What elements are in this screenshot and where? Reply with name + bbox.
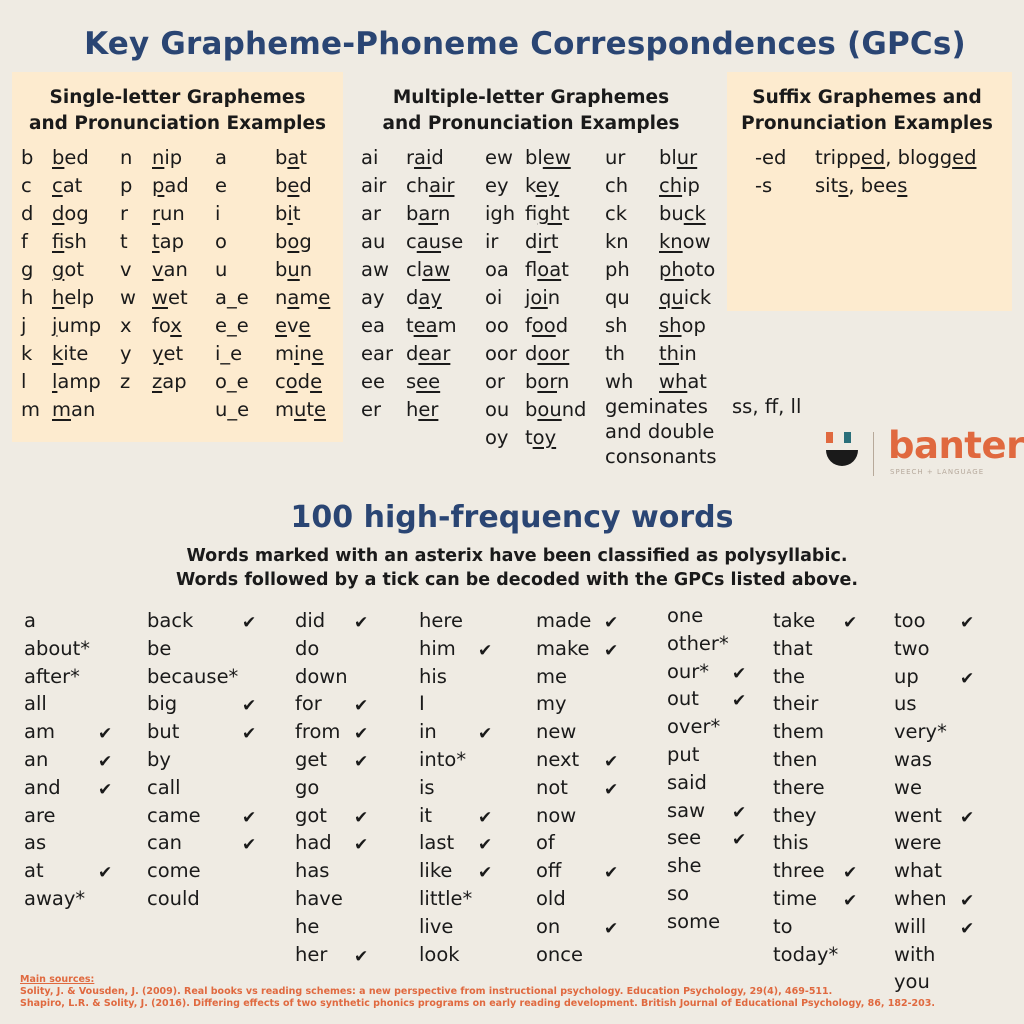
hf-word: the (773, 664, 806, 688)
hf-word: was (894, 748, 933, 771)
hf-word: got (295, 803, 327, 827)
hf-word: of (536, 831, 555, 855)
hf-word: that (773, 636, 813, 660)
hf-word: at (24, 859, 44, 883)
grapheme: a (215, 146, 227, 169)
tick-icon: ✔ (98, 779, 113, 800)
hf-word: not (536, 775, 568, 799)
example-word: fox (152, 314, 182, 337)
grapheme: c (21, 174, 32, 197)
grapheme: wh (605, 370, 634, 393)
tick-icon: ✔ (960, 891, 975, 911)
tick-icon: ✔ (604, 752, 619, 772)
hf-word: you (894, 970, 930, 994)
tick-icon: ✔ (242, 613, 257, 633)
hf-word: put (667, 743, 700, 766)
grapheme: ir (485, 230, 499, 253)
hf-word: on (536, 914, 561, 938)
hf-word: big (147, 692, 178, 716)
hf-word: her (295, 942, 328, 966)
hf-word: time (773, 887, 818, 910)
grapheme: ar (361, 202, 381, 225)
grapheme: ee (361, 370, 385, 393)
hf-word: my (536, 692, 567, 716)
hf-word: one (667, 604, 704, 627)
tick-icon: ✔ (732, 691, 747, 712)
grapheme: i_e (215, 342, 243, 365)
hf-word: back (147, 609, 194, 632)
grapheme: oy (485, 426, 509, 449)
grapheme: qu (605, 286, 630, 309)
tick-icon: ✔ (354, 752, 369, 772)
hf-word: into* (419, 748, 467, 771)
example-word: bound (525, 398, 587, 421)
grapheme: o_e (215, 370, 249, 393)
example-word: man (52, 398, 96, 421)
example-word: mute (275, 398, 327, 421)
grapheme: d (21, 202, 34, 225)
hf-word: make (536, 636, 590, 660)
example-word: chip (659, 174, 700, 197)
tick-icon: ✔ (604, 863, 619, 884)
grapheme: th (605, 342, 626, 365)
example-word: pad (152, 174, 189, 197)
hf-word: they (773, 803, 817, 827)
hf-subtitle-1: Words marked with an asterix have been classified as polysyllabic. (186, 546, 848, 566)
hf-word: here (419, 609, 463, 632)
hf-word: all (24, 692, 47, 716)
hf-word: I (419, 692, 425, 716)
hf-word: three (773, 859, 825, 883)
hf-word: she (667, 854, 702, 878)
grapheme: igh (485, 202, 516, 225)
example-word: raid (406, 146, 444, 169)
example-word: mine (275, 342, 324, 365)
example-word: toy (525, 426, 557, 449)
example-word: bed (275, 174, 312, 197)
hf-word: there (773, 775, 825, 799)
example-word: key (525, 174, 560, 197)
grapheme: ai (361, 146, 379, 169)
grapheme: l (21, 370, 27, 393)
hf-word: go (295, 775, 320, 799)
example-word: her (406, 398, 439, 421)
grapheme: w (120, 286, 136, 309)
hf-word: then (773, 748, 818, 771)
tick-icon: ✔ (354, 946, 369, 967)
hf-word: could (147, 887, 200, 910)
grapheme: e (215, 174, 227, 197)
hf-word: did (295, 609, 326, 632)
geminates-examples: ss, ff, ll (732, 395, 802, 418)
example-word: bat (275, 146, 307, 169)
tick-icon: ✔ (354, 835, 369, 856)
grapheme: sh (605, 314, 628, 337)
tick-icon: ✔ (242, 696, 257, 717)
hf-word: we (894, 775, 922, 799)
example-word: nip (152, 146, 183, 169)
hf-word: our* (667, 659, 710, 683)
hf-word: will (894, 914, 927, 938)
example-word: door (525, 342, 570, 365)
example-word: dear (406, 342, 451, 365)
sources: Main sources: Solity, J. & Vousden, J. (2009). Real books vs reading schemes: a new perspective from instructional psychology. Education Psychology, 29(4), 469-511. Shapiro, L.R. & Solity, J. (2016). Differing effects of two synthetic phonics programs on early reading development. British Journal of Educational Psychology, 86, 182-203. (20, 974, 935, 1009)
example-word: sits, bees (815, 174, 908, 197)
hf-title: 100 high-frequency words (290, 500, 734, 535)
example-word: see (406, 370, 441, 393)
grapheme: er (361, 398, 382, 421)
tick-icon: ✔ (98, 752, 113, 772)
tick-icon: ✔ (960, 613, 975, 633)
grapheme: m (21, 398, 40, 421)
banter-logo-icon (824, 430, 860, 478)
hf-word: do (295, 636, 320, 660)
grapheme: oi (485, 286, 503, 309)
hf-word: saw (667, 798, 706, 822)
grapheme: h (21, 286, 34, 309)
example-word: barn (406, 202, 451, 225)
hf-word: were (894, 831, 942, 855)
hf-word: but (147, 720, 180, 744)
grapheme: y (120, 342, 132, 365)
hf-word: look (419, 942, 460, 966)
hf-word: came (147, 803, 201, 827)
example-word: jump (52, 314, 102, 337)
example-word: team (406, 314, 457, 337)
tick-icon: ✔ (478, 724, 493, 745)
example-word: what (659, 370, 707, 393)
example-word: dirt (525, 230, 559, 253)
hf-word: now (536, 803, 577, 827)
tick-icon: ✔ (242, 724, 257, 745)
grapheme: x (120, 314, 132, 337)
example-word: kite (52, 342, 89, 365)
logo-divider (873, 432, 874, 476)
hf-word: have (295, 887, 343, 910)
example-word: shop (659, 314, 706, 337)
example-word: dog (52, 202, 89, 225)
hf-word: call (147, 775, 181, 799)
example-word: lamp (52, 370, 101, 393)
hf-word: me (536, 664, 567, 688)
tick-icon: ✔ (478, 835, 493, 856)
hf-word: this (773, 831, 809, 855)
hf-word: he (295, 914, 320, 938)
hf-word: so (667, 882, 690, 905)
grapheme: ur (605, 146, 626, 169)
hf-word: because* (147, 664, 239, 688)
hf-word: what (894, 859, 942, 883)
grapheme: ea (361, 314, 385, 337)
hf-word: are (24, 803, 56, 827)
grapheme: ear (361, 342, 393, 365)
banter-logo-text: banter (888, 424, 1024, 467)
suffix-heading: Suffix Graphemes and Pronunciation Examples (741, 87, 993, 134)
tick-icon: ✔ (960, 807, 975, 828)
hf-word: from (295, 720, 341, 744)
example-word: tap (152, 230, 184, 253)
grapheme: ay (361, 286, 385, 309)
grapheme: oa (485, 258, 509, 281)
tick-icon: ✔ (843, 613, 858, 633)
hf-word: for (295, 692, 322, 716)
grapheme: ou (485, 398, 510, 421)
tick-icon: ✔ (604, 613, 619, 633)
hf-word: too (894, 609, 926, 632)
tick-icon: ✔ (960, 918, 975, 939)
example-word: thin (659, 342, 697, 365)
grapheme: v (120, 258, 132, 281)
grapheme: g (21, 258, 34, 281)
example-word: bun (275, 258, 313, 281)
example-word: photo (659, 258, 716, 281)
tick-icon: ✔ (98, 863, 113, 884)
grapheme: air (361, 174, 387, 197)
multi-letter-heading: Multiple-letter Graphemes and Pronunciation Examples (382, 87, 680, 134)
hf-word: up (894, 664, 919, 688)
hf-word: it (419, 803, 433, 827)
grapheme: k (21, 342, 33, 365)
tick-icon: ✔ (732, 802, 747, 823)
example-word: code (275, 370, 323, 393)
grapheme: n (120, 146, 133, 169)
hf-word: away* (24, 887, 86, 910)
hf-word: new (536, 720, 577, 744)
example-word: bit (275, 202, 301, 225)
hf-word: is (419, 775, 435, 799)
example-word: claw (406, 258, 451, 281)
hf-word: about* (24, 636, 91, 660)
hf-word: today* (773, 942, 839, 966)
tick-icon: ✔ (960, 668, 975, 689)
example-word: tripped, blogged (815, 146, 977, 169)
hf-word: his (419, 664, 447, 688)
example-word: wet (152, 286, 188, 309)
grapheme: ew (485, 146, 513, 169)
hf-word: had (295, 831, 332, 855)
grapheme: aw (361, 258, 389, 281)
hf-word: by (147, 748, 171, 771)
example-word: know (659, 230, 711, 253)
example-word: fight (525, 202, 570, 225)
tick-icon: ✔ (354, 724, 369, 745)
tick-icon: ✔ (604, 918, 619, 939)
example-word: got (52, 258, 84, 281)
hf-word: get (295, 748, 328, 771)
hf-word: some (667, 909, 721, 933)
tick-icon: ✔ (732, 830, 747, 851)
grapheme: or (485, 370, 505, 393)
hf-word: their (773, 692, 819, 716)
grapheme: p (120, 174, 133, 197)
example-word: blur (659, 146, 698, 169)
example-word: fish (52, 230, 87, 253)
grapheme: t (120, 230, 128, 253)
example-word: bed (52, 146, 89, 169)
grapheme: a_e (215, 286, 249, 309)
example-word: cat (52, 174, 83, 197)
tick-icon: ✔ (604, 640, 619, 661)
tick-icon: ✔ (242, 807, 257, 828)
example-word: food (525, 314, 569, 337)
example-word: name (275, 286, 331, 309)
hf-word: out (667, 687, 699, 711)
hf-word: other* (667, 631, 729, 655)
example-word: zap (152, 370, 187, 393)
example-word: bog (275, 230, 312, 253)
hf-word: very* (894, 720, 947, 744)
grapheme: j (21, 314, 27, 337)
hf-word: an (24, 748, 49, 771)
hf-word: once (536, 942, 584, 966)
example-word: day (406, 286, 442, 309)
tick-icon: ✔ (478, 807, 493, 828)
hf-word: has (295, 859, 330, 883)
hf-word: take (773, 609, 816, 632)
banter-logo-tagline: SPEECH + LANGUAGE (890, 468, 985, 476)
tick-icon: ✔ (478, 640, 493, 661)
hf-word: two (894, 636, 930, 660)
grapheme: oor (485, 342, 517, 365)
hf-word: like (419, 859, 453, 883)
geminates-label: geminates and double consonants (605, 395, 717, 468)
hf-word: in (419, 720, 437, 744)
hf-word: come (147, 859, 201, 883)
example-word: join (525, 286, 561, 309)
tick-icon: ✔ (843, 863, 858, 884)
tick-icon: ✔ (98, 724, 113, 745)
grapheme: ch (605, 174, 629, 197)
hf-word: a (24, 609, 36, 632)
example-word: float (525, 258, 569, 281)
tick-icon: ✔ (354, 807, 369, 828)
tick-icon: ✔ (604, 779, 619, 800)
hf-word: made (536, 609, 592, 632)
hf-word: went (894, 803, 942, 827)
grapheme: f (21, 230, 28, 253)
hf-word: am (24, 720, 55, 744)
tick-icon: ✔ (242, 835, 257, 856)
tick-icon: ✔ (354, 613, 369, 633)
single-letter-heading: Single-letter Graphemes and Pronunciation Examples (28, 87, 326, 134)
hf-word: little* (419, 887, 473, 910)
grapheme: oo (485, 314, 509, 337)
example-word: chair (406, 174, 455, 197)
grapheme: u_e (215, 398, 250, 421)
example-word: buck (659, 202, 706, 225)
grapheme: ck (605, 202, 628, 225)
tick-icon: ✔ (732, 663, 747, 684)
grapheme: kn (605, 230, 629, 253)
hf-word: over* (667, 715, 721, 739)
tick-icon: ✔ (478, 863, 493, 884)
tick-icon: ✔ (843, 891, 858, 911)
grapheme: o (215, 230, 227, 253)
example-word: blew (525, 146, 571, 169)
page-title: Key Grapheme-Phoneme Correspondences (GPCs) (84, 26, 966, 62)
grapheme: au (361, 230, 386, 253)
grapheme: i (215, 202, 221, 225)
hf-word: with (894, 942, 936, 966)
grapheme: ey (485, 174, 509, 197)
example-word: born (525, 370, 570, 393)
example-word: quick (659, 286, 712, 309)
hf-word: us (894, 692, 917, 716)
example-word: eve (275, 314, 311, 337)
example-word: cause (406, 230, 464, 253)
hf-word: after* (24, 664, 80, 688)
hf-word: him (419, 636, 456, 660)
grapheme: z (120, 370, 131, 393)
example-word: help (52, 286, 95, 309)
tick-icon: ✔ (354, 696, 369, 717)
grapheme: e_e (215, 314, 249, 337)
grapheme: u (215, 258, 228, 281)
grapheme: ph (605, 258, 630, 281)
hf-word: when (894, 887, 947, 910)
hf-word: see (667, 826, 702, 850)
grapheme: r (120, 202, 129, 225)
hf-subtitle-2: Words followed by a tick can be decoded with the GPCs listed above. (175, 570, 859, 590)
example-word: run (152, 202, 185, 225)
hf-word: last (419, 831, 455, 855)
hf-word: off (536, 859, 562, 883)
hf-word: said (667, 770, 707, 794)
hf-word: as (24, 831, 47, 855)
hf-word: live (419, 914, 454, 938)
hf-word: next (536, 748, 580, 771)
example-word: yet (152, 342, 184, 365)
grapheme: b (21, 146, 34, 169)
hf-word: be (147, 636, 172, 660)
hf-word: old (536, 887, 566, 910)
hf-word: and (24, 775, 61, 799)
grapheme: -s (755, 174, 773, 197)
hf-word: can (147, 831, 183, 855)
hf-word: down (295, 664, 348, 688)
example-word: van (152, 258, 188, 281)
hf-word: them (773, 720, 824, 744)
grapheme: -ed (755, 146, 787, 169)
hf-word: to (773, 914, 793, 938)
